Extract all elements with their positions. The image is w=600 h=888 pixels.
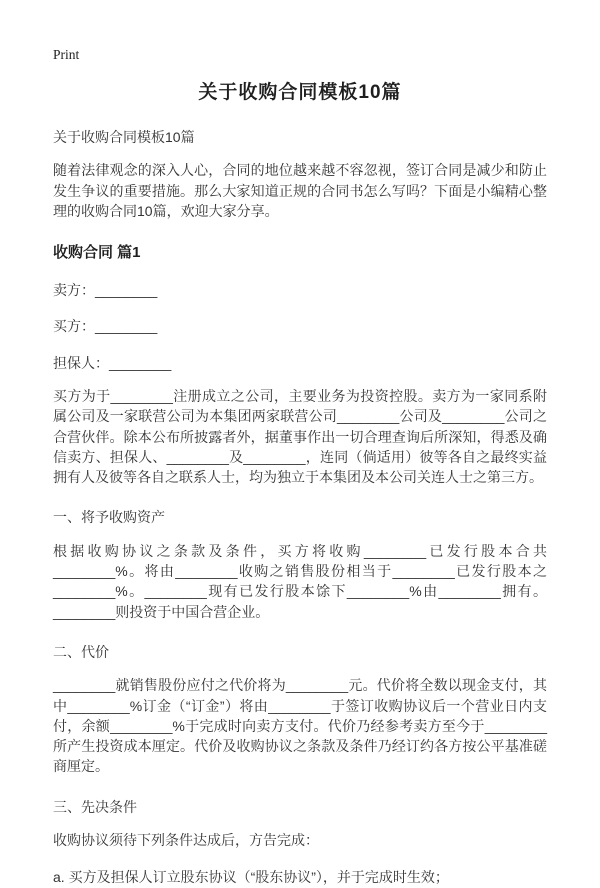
section2-heading: 二、代价 xyxy=(53,643,109,660)
section3-item-a: a. 买方及担保人订立股东协议（“股东协议”），并于完成时生效； xyxy=(53,869,449,886)
page-title: 关于收购合同模板10篇 xyxy=(198,81,402,103)
section3-lead-paragraph: 收购协议须待下列条件达成后，方告完成： xyxy=(53,831,319,848)
guarantor-blank-line: 担保人：________ xyxy=(53,354,172,371)
part1-heading: 收购合同 篇1 xyxy=(53,244,141,262)
section1-heading: 一、将予收购资产 xyxy=(53,509,165,526)
section1-paragraph: 根据收购协议之条款及条件，买方将收购________已发行股本合共________%。将由________收购之销售股份相当于________已发行股本之________%。________现有已发行股本馀下________%由________拥有。________则投资于中国合营企业。 xyxy=(53,542,547,620)
print-link[interactable]: Print xyxy=(53,47,80,62)
section2-paragraph: ________就销售股份应付之代价将为________元。代价将全数以现金支付，其中________%订金（“订金”）将由________于签订收购协议后一个营业日内支付，余额________%于完成时向卖方支付。代价乃经参考卖方至今于________所产生投资成本厘定。代价及收购协议之条款及条件乃经订约各方按公平基准磋商厘定。 xyxy=(53,677,547,775)
document-subtitle: 关于收购合同模板10篇 xyxy=(53,129,195,146)
buyer-blank-line: 买方：________ xyxy=(53,318,158,335)
seller-blank-line: 卖方：________ xyxy=(53,282,158,299)
section3-heading: 三、先决条件 xyxy=(53,798,137,815)
background-paragraph: 买方为于________注册成立之公司，主要业务为投资控股。卖方为一家同系附属公司及一家联营公司为本集团两家联营公司________公司及________公司之合营伙伴。除本公布所披露者外，据董事作出一切合理查询后所深知，得悉及确信卖方、担保人、________及________，连同（倘适用）彼等各自之最终实益拥有人及彼等各自之联系人士，均为独立于本集团及本公司关连人士之第三方。 xyxy=(53,387,547,486)
intro-paragraph: 随着法律观念的深入人心，合同的地位越来越不容忽视，签订合同是减少和防止发生争议的重要措施。那么大家知道正规的合同书怎么写吗？下面是小编精心整理的收购合同10篇，欢迎大家分享。 xyxy=(53,162,547,219)
